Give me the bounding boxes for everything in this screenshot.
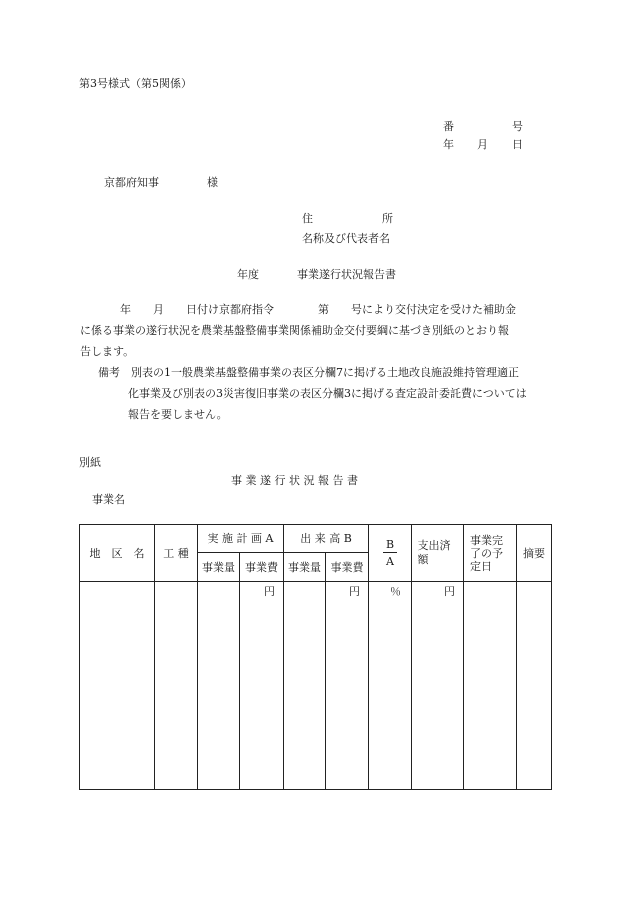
document-title: 事業遂行状況報告書: [297, 268, 396, 281]
title-year-label: 年度: [237, 268, 259, 281]
header-result-quantity: 事業量: [284, 553, 326, 582]
header-remarks: 摘要: [517, 525, 552, 582]
table-header-row-1: [80, 525, 552, 553]
project-name-label: 事業名: [92, 493, 125, 506]
header-result-b: 出 来 高 B: [284, 525, 369, 553]
header-ratio-b-over-a: [369, 525, 412, 582]
header-paid-amount: 支出済額: [412, 525, 464, 582]
applicant-address-label-1: 住: [302, 212, 313, 225]
cell-remarks[interactable]: [517, 582, 552, 790]
header-work-type: 工 種: [155, 525, 198, 582]
date-month: 月: [477, 138, 488, 151]
body-paragraph: [80, 299, 555, 362]
header-result-cost: 事業費: [326, 553, 369, 582]
result-cost-unit: 円: [349, 585, 361, 598]
cell-result-cost[interactable]: [326, 582, 369, 790]
cell-completion-date[interactable]: [464, 582, 517, 790]
note-line-2: 化事業及び別表の3災害復旧事業の表区分欄3に掲げる査定設計委託費については: [128, 387, 527, 400]
cell-ratio[interactable]: [369, 582, 412, 790]
cell-plan-quantity[interactable]: [198, 582, 240, 790]
note-line-1: 備考 別表の1一般農業基盤整備事業の表区分欄7に掲げる土地改良施設維持管理適正: [98, 366, 519, 379]
cell-district[interactable]: [80, 582, 155, 790]
body-line-2: に係る事業の遂行状況を農業基盤整備事業関係補助金交付要綱に基づき別紙のとおり報: [80, 324, 509, 337]
attachment-title: 事 業 遂 行 状 況 報 告 書: [231, 474, 358, 487]
cell-paid-amount[interactable]: [412, 582, 464, 790]
ref-number-go: 号: [512, 120, 523, 133]
ratio-fraction: $\frac{B}{A}$: [383, 539, 397, 567]
cell-plan-cost[interactable]: [240, 582, 284, 790]
header-plan-cost: 事業費: [240, 553, 284, 582]
body-line-1: 年 月 日付け京都府指令 第 号により交付決定を受けた補助金: [120, 303, 516, 316]
body-line-3: 告します。: [80, 345, 135, 358]
header-district: 地 区 名: [80, 525, 155, 582]
header-plan-a: 実 施 計 画 A: [198, 525, 284, 553]
attachment-label: 別紙: [79, 456, 101, 469]
note-line-3: 報告を要しません。: [128, 408, 228, 421]
note-paragraph: [98, 362, 568, 425]
date-day: 日: [512, 138, 523, 151]
header-plan-quantity: 事業量: [198, 553, 240, 582]
progress-report-table: [79, 524, 552, 790]
plan-cost-unit: 円: [264, 585, 275, 598]
addressee-honorific: 様: [207, 176, 218, 189]
addressee-name: 京都府知事: [104, 176, 159, 189]
applicant-name-label: 名称及び代表者名: [302, 232, 390, 245]
paid-amount-unit: 円: [444, 585, 456, 598]
table-row: [80, 582, 552, 790]
header-completion-date: 事業完了の予定日: [464, 525, 517, 582]
ref-number-ban: 番: [443, 120, 454, 133]
cell-work-type[interactable]: [155, 582, 198, 790]
applicant-address-label-2: 所: [382, 212, 393, 225]
cell-result-quantity[interactable]: [284, 582, 326, 790]
date-year: 年: [443, 138, 454, 151]
ratio-unit: ％: [390, 585, 402, 598]
form-number: 第3号様式（第5関係）: [79, 77, 192, 90]
